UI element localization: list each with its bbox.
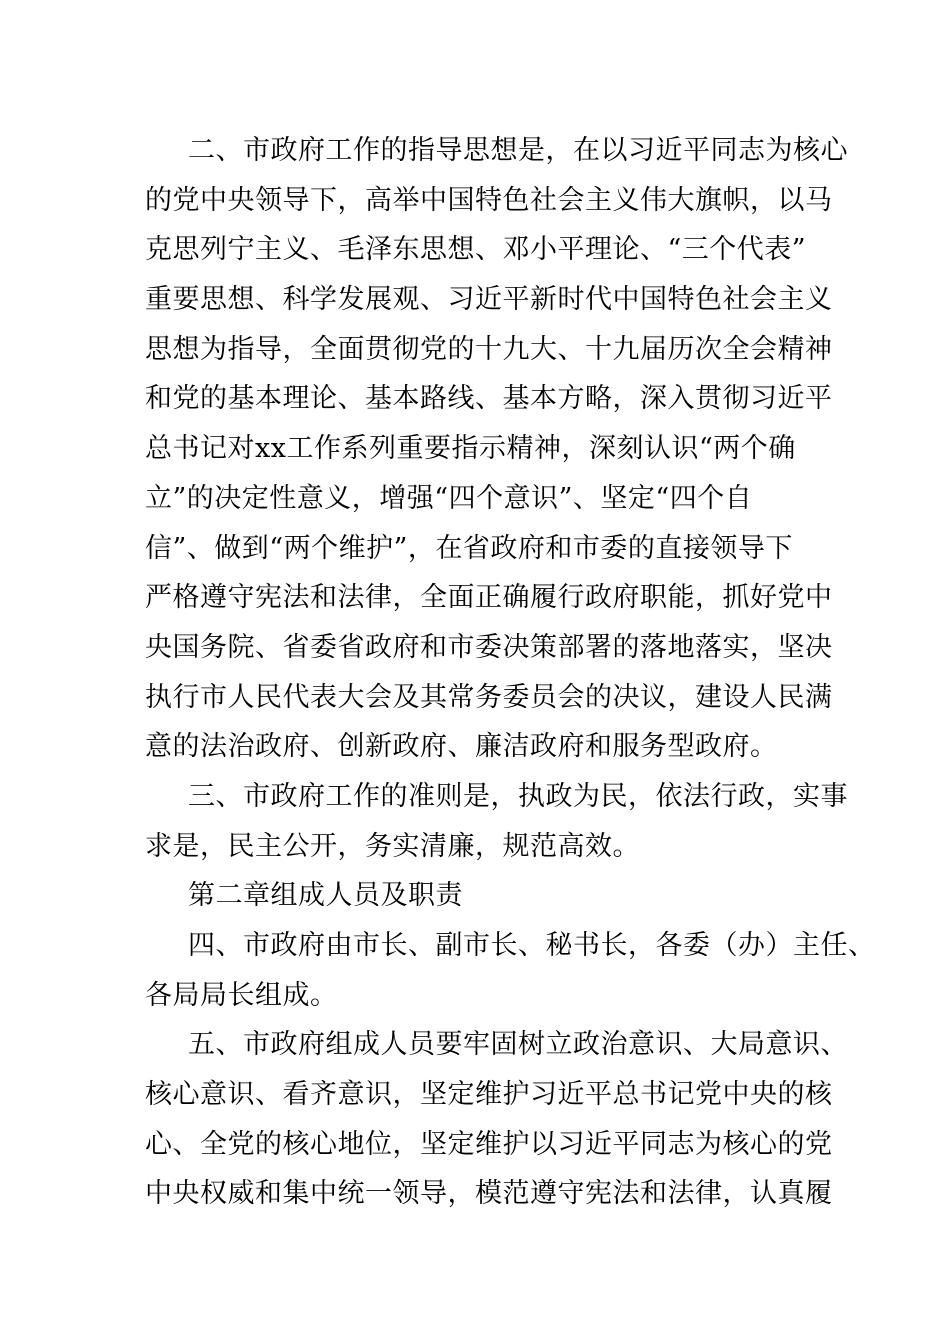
chapter-heading: [145, 873, 835, 923]
text-line: 克思列宁主义、毛泽东思想、邓小平理论、“三个代表”: [145, 234, 807, 266]
paragraph-work-principles: [145, 774, 848, 873]
text-line: 求是，民主公开，务实清廉，规范高效。: [145, 830, 640, 862]
text-line: 意的法治政府、创新政府、廉洁政府和服务型政府。: [145, 731, 778, 763]
text-line: 严格遵守宪法和法律，全面正确履行政府职能，抓好党中: [145, 582, 833, 614]
text-line: 核心意识、看齐意识，坚定维护习近平总书记党中央的核: [145, 1079, 833, 1111]
text-line: 思想为指导，全面贯彻党的十九大、十九届历次全会精神: [145, 333, 833, 365]
text-line: 三、市政府工作的准则是，执政为民，依法行政，实事: [188, 780, 848, 812]
text-line: 心、全党的核心地位，坚定维护以习近平同志为核心的党: [145, 1128, 833, 1160]
text-line: 总书记对xx工作系列重要指示精神，深刻认识“两个确: [145, 433, 796, 465]
text-line: 信”、做到“两个维护”，在省政府和市委的直接领导下: [145, 532, 793, 564]
text-line: 二、市政府工作的指导思想是，在以习近平同志为核心: [188, 135, 848, 166]
text-line: 各局局长组成。: [145, 979, 338, 1011]
text-line: 四、市政府由市长、副市长、秘书长，各委（办）主任、: [188, 930, 876, 961]
text-line: 执行市人民代表大会及其常务委员会的决议，建设人民满: [145, 681, 833, 713]
text-line: 的党中央领导下，高举中国特色社会主义伟大旗帜，以马: [145, 184, 833, 216]
text-line: 五、市政府组成人员要牢固树立政治意识、大局意识、: [188, 1029, 848, 1061]
text-line: 立”的决定性意义，增强“四个意识”、坚定“四个自: [145, 482, 753, 514]
text-line: 央国务院、省委省政府和市委决策部署的落地落实，坚决: [145, 631, 833, 663]
text-line: 和党的基本理论、基本路线、基本方略，深入贯彻习近平: [145, 383, 833, 415]
paragraph-member-duties: [145, 1022, 848, 1221]
document-body: [145, 128, 876, 1221]
text-line: 重要思想、科学发展观、习近平新时代中国特色社会主义: [145, 284, 833, 316]
paragraph-composition: [145, 923, 876, 1022]
paragraph-guiding-thought: [145, 128, 848, 774]
chapter-title: 第二章组成人员及职责: [188, 880, 463, 912]
text-line: 中央权威和集中统一领导，模范遵守宪法和法律，认真履: [145, 1178, 833, 1210]
